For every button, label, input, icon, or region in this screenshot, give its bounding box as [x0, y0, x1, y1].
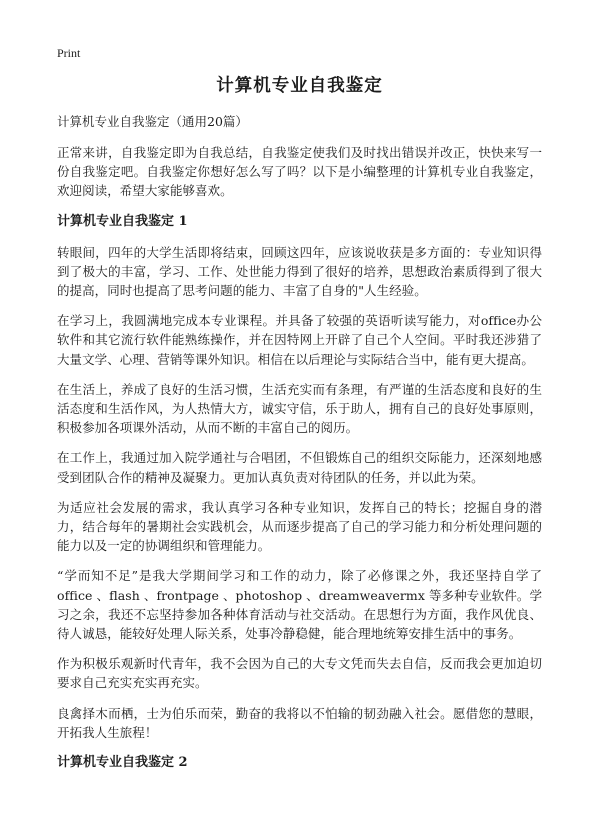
- body-paragraph: 在学习上，我圆满地完成本专业课程。并具备了较强的英语听读写能力，对office办公软件和其它流行软件能熟练操作，并在因特网上开辟了自己个人空间。平时我还涉猎了大量文学、心理、营销等课外知识。相信在以后理论与实际结合当中，能有更大提高。: [57, 313, 542, 367]
- body-paragraph: 转眼间，四年的大学生活即将结束，回顾这四年，应该说收获是多方面的：专业知识得到了极大的丰富，学习、工作、处世能力得到了很好的培养，思想政治素质得到了很大的提高，同时也提高了思考问题的能力、丰富了自身的"人生经验。: [57, 244, 542, 299]
- body-paragraph: 在生活上，养成了良好的生活习惯，生活充实而有条理，有严谨的生活态度和良好的生活态度和生活作风，为人热情大方，诚实守信，乐于助人，拥有自己的良好处事原则，积极参加各项课外活动，从而不断的丰富自己的阅历。: [57, 381, 542, 436]
- document-subtitle: 计算机专业自我鉴定（通用20篇）: [57, 114, 248, 129]
- print-link[interactable]: Print: [57, 46, 81, 60]
- section-heading-2: 计算机专业自我鉴定 2: [57, 755, 188, 771]
- section-heading-1: 计算机专业自我鉴定 1: [57, 213, 188, 229]
- body-paragraph: 为适应社会发展的需求，我认真学习各种专业知识，发挥自己的特长；挖掘自身的潜力，结合每年的暑期社会实践机会，从而逐步提高了自己的学习能力和分析处理问题的能力以及一定的协调组织和管理能力。: [57, 499, 542, 554]
- body-paragraph: “学而知不足”是我大学期间学习和工作的动力，除了必修课之外，我还坚持自学了office 、flash 、frontpage 、photoshop 、dreamweavermx 等多种专业软件。学习之余，我还不忘坚持参加各种体育活动与社交活动。在思想行为方面，我作风优良、待人诚恳，能较好处理人际关系，处事冷静稳健，能合理地统筹安排生活中的事务。: [57, 568, 542, 642]
- body-paragraph: 良禽择木而栖，士为伯乐而荣，勤奋的我将以不怕输的韧劲融入社会。愿借您的慧眼，开拓我人生旅程！: [57, 705, 542, 740]
- page-title: 计算机专业自我鉴定: [216, 76, 383, 96]
- body-paragraph: 在工作上，我通过加入院学通社与合唱团，不但锻炼自己的组织交际能力，还深刻地感受到团队合作的精神及凝聚力。更加认真负责对待团队的任务，并以此为荣。: [57, 450, 542, 485]
- intro-paragraph: 正常来讲，自我鉴定即为自我总结，自我鉴定使我们及时找出错误并改正，快快来写一份自我鉴定吧。自我鉴定你想好怎么写了吗？以下是小编整理的计算机专业自我鉴定，欢迎阅读，希望大家能够喜欢。: [57, 145, 542, 199]
- body-paragraph: 作为积极乐观新时代青年，我不会因为自己的大专文凭而失去自信，反而我会更加迫切要求自己充实充实再充实。: [57, 656, 542, 691]
